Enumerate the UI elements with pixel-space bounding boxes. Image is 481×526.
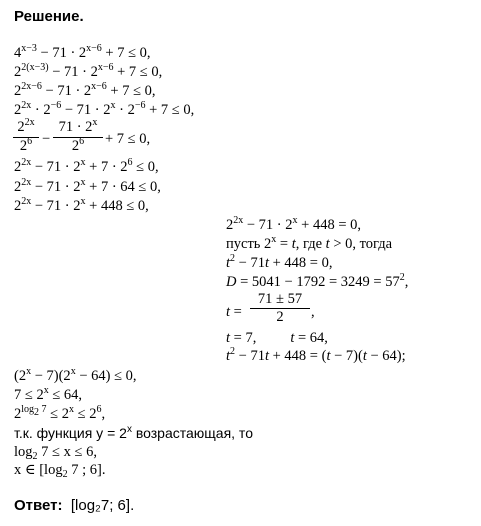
- step-5-fraction-2: $\frac{71 \cdot 2^x}{2^6}$: [53, 119, 103, 156]
- step-3: $2^{2x-6} - 71 \cdot 2^{x-6} + 7 \le 0$,: [14, 81, 156, 99]
- step-5-fraction-1: $\frac{2^{2x}}{2^6}$: [13, 119, 39, 156]
- step-6: $2^{2x} - 71 \cdot 2^x + 7 \cdot 2^6 \le 0$,: [14, 157, 159, 175]
- step-8: $2^{2x} - 71 \cdot 2^x + 448 \le 0$,: [14, 196, 149, 214]
- sub-step-3: $t^2 - 71t + 448 = 0$,: [226, 253, 333, 271]
- back-step-4: $\log_2 7 \le x \le 6$,: [14, 444, 97, 462]
- back-step-5: x ∈ [$\log_2$ 7 ; 6].: [14, 462, 106, 480]
- roots-t-eq: t =: [226, 304, 242, 320]
- sub-step-4: $D = 5041 - 1792 = 3249 = 57^2$,: [226, 272, 409, 290]
- step-4: $2^{2x} \cdot 2^{-6} - 71 \cdot 2^x \cdot 2^{-6} + 7 \le 0$,: [14, 100, 195, 118]
- back-step-1: $(2^x - 7)(2^x - 64) \le 0$,: [14, 366, 137, 384]
- sub-step-2: пусть $2^x = t$, где t > 0, тогда: [226, 234, 393, 252]
- step-5-minus: −: [42, 131, 51, 147]
- factorization: $t^2 - 71t + 448 = (t - 7)(t - 64)$;: [226, 346, 406, 364]
- roots-comma: ,: [311, 304, 315, 320]
- sub-step-1: $2^{2x} - 71 \cdot 2^x + 448 = 0$,: [226, 215, 361, 233]
- answer-label: Ответ:: [14, 497, 63, 514]
- back-step-3: $2^{log_2 7} \le 2^x \le 2^6$,: [14, 404, 106, 422]
- answer-line: [14, 497, 134, 515]
- solution-heading: Решение.: [14, 8, 84, 25]
- step-2: $2^{2(x-3)} - 71 \cdot 2^{x-6} + 7 \le 0$,: [14, 62, 163, 80]
- step-5-tail: + 7 ≤ 0,: [105, 131, 151, 147]
- step-7: $2^{2x} - 71 \cdot 2^x + 7 \cdot 64 \le 0$,: [14, 177, 161, 195]
- step-1: $4^{x-3} - 71 \cdot 2^{x-6} + 7 \le 0$,: [14, 43, 151, 61]
- roots-fraction: $\frac{71 \pm 57}{2}$: [250, 291, 310, 326]
- back-step-2: $7 \le 2^x \le 64$,: [14, 385, 83, 403]
- monotonic-note: т.к. функция $y = 2^x$ возрастающая, то: [14, 424, 253, 441]
- roots-values: t = 7, t = 64,: [226, 330, 328, 346]
- answer-value: [log₂7; 6].: [70, 497, 135, 514]
